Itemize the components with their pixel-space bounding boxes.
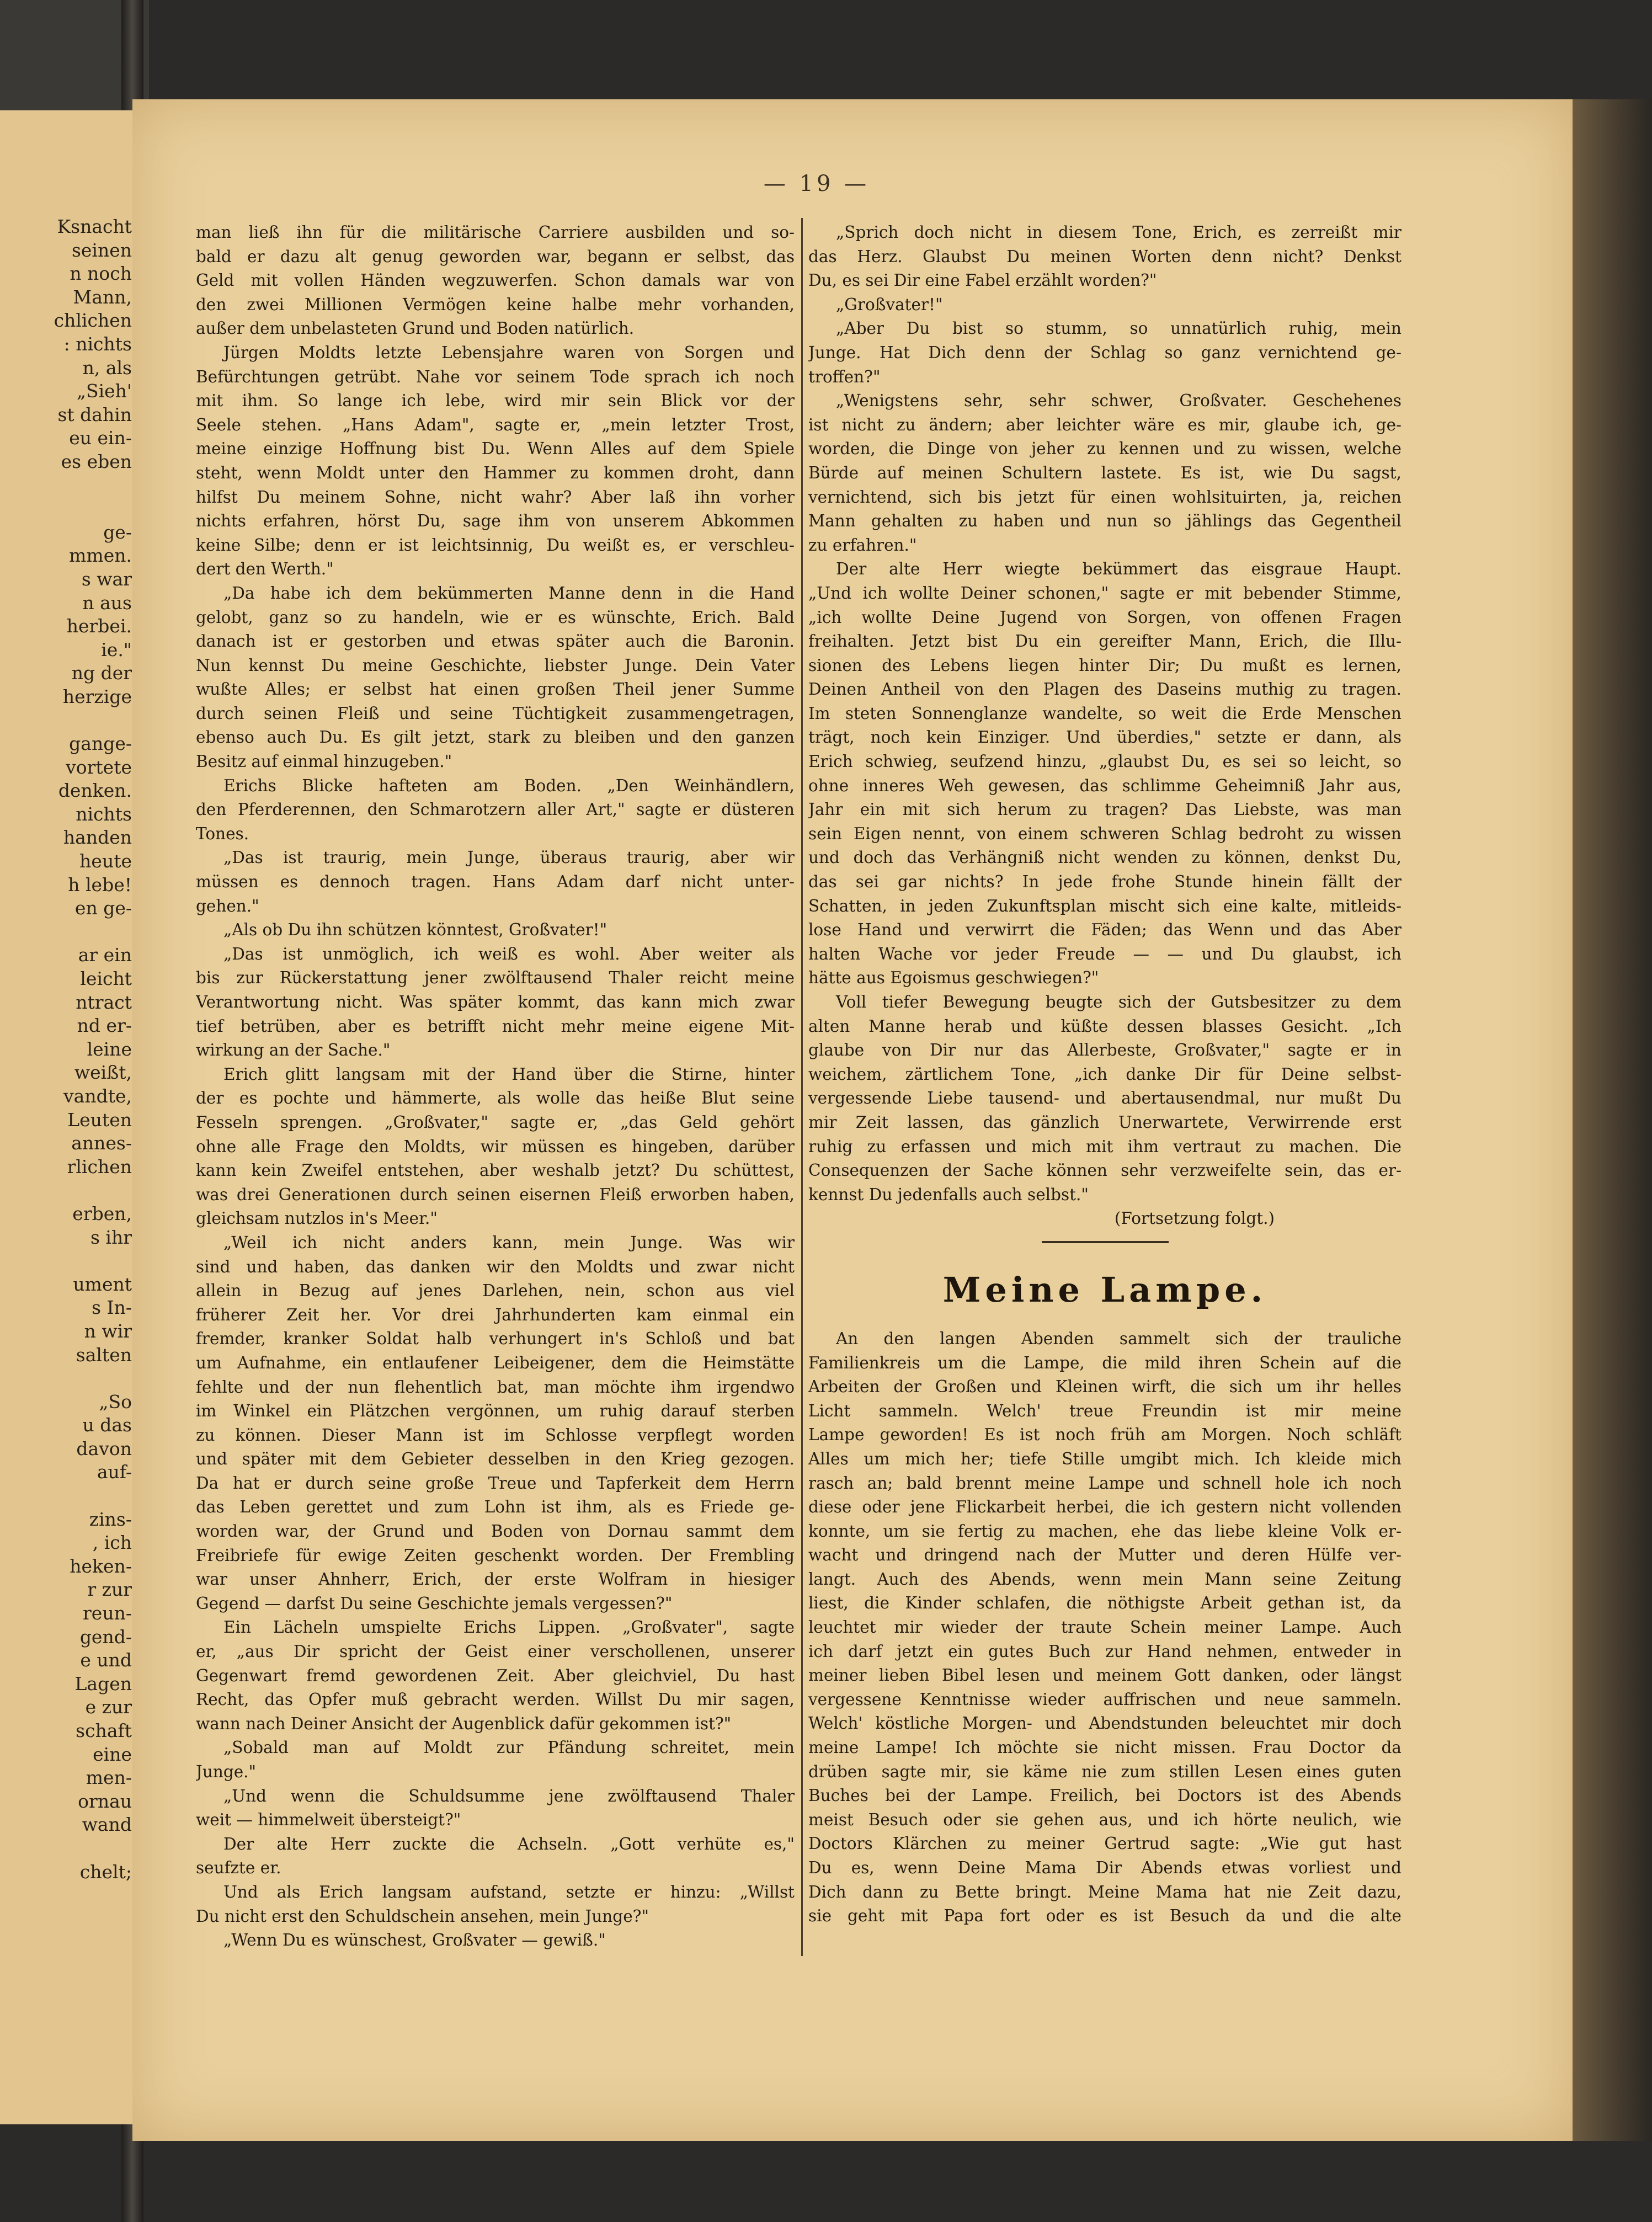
text-line: Jahr ein mit sich herum zu tragen? Das Liebste, was man	[808, 800, 1401, 819]
text-line: Deinen Antheil von den Plagen des Daseins muthig zu tragen.	[808, 680, 1401, 699]
text-line: den zwei Millionen Vermögen keine halbe mehr vorhanden,	[196, 295, 795, 314]
left-margin-fragment: weißt,	[74, 1062, 132, 1084]
left-margin-fragment: auf-	[97, 1461, 132, 1483]
text-line: Alles um mich her; tiefe Stille umgibt mich. Ich kleide mich	[808, 1449, 1401, 1468]
text-line: Und als Erich langsam aufstand, setzte er hinzu: „Willst	[223, 1882, 795, 1901]
text-line: bald er dazu alt genug geworden war, begann er selbst, das	[196, 247, 795, 266]
text-line: Du nicht erst den Schuldschein ansehen, mein Junge?"	[196, 1906, 649, 1926]
left-margin-fragment: Mann,	[73, 286, 132, 308]
left-margin-fragment: herbei.	[66, 615, 132, 637]
text-line: sein Eigen nennt, von einem schweren Schlag bedroht zu wissen	[808, 824, 1401, 843]
text-line: Besitz auf einmal hinzugeben."	[196, 752, 452, 771]
left-margin-fragment: schaft	[76, 1720, 132, 1741]
text-line: Mann gehalten zu haben und nun so jählings das Gegentheil	[808, 511, 1401, 531]
left-margin-fragment	[0, 1484, 132, 1508]
text-line: lose Hand und verwirrt die Fäden; das Wenn und das Aber	[808, 920, 1401, 940]
text-line: Ein Lächeln umspielte Erichs Lippen. „Großvater", sagte	[223, 1618, 795, 1637]
text-line: „Da habe ich dem bekümmerten Manne denn in die Hand	[223, 583, 795, 603]
text-line: Erichs Blicke hafteten am Boden. „Den Weinhändlern,	[223, 776, 795, 795]
left-margin-fragment: : nichts	[63, 333, 132, 355]
text-line: Du, es sei Dir eine Fabel erzählt worden?"	[808, 271, 1157, 290]
left-margin-fragment: mmen.	[69, 545, 132, 567]
left-margin-fragment: e und	[80, 1649, 132, 1671]
text-line: Geld mit vollen Händen wegzuwerfen. Schon damals war von	[196, 271, 795, 290]
article-title: Meine Lampe.	[942, 1269, 1267, 1310]
text-line: Der alte Herr zuckte die Achseln. „Gott verhüte es,"	[223, 1834, 795, 1853]
left-margin-fragment: nd er-	[77, 1015, 132, 1037]
text-line: Familienkreis um die Lampe, die mild ihren Schein auf die	[808, 1353, 1401, 1372]
text-line: liest, die Kinder schlafen, die nöthigste Arbeit gethan ist, da	[808, 1594, 1401, 1613]
text-line: „Wenn Du es wünschest, Großvater — gewiß."	[223, 1931, 606, 1950]
text-line: was drei Generationen durch seinen eisernen Fleiß erworben haben,	[196, 1185, 795, 1204]
text-line: um Aufnahme, ein entlaufener Leibeigener, dem die Heimstätte	[196, 1353, 795, 1372]
left-margin-fragment: ornau	[78, 1790, 132, 1812]
text-line: Verantwortung nicht. Was später kommt, das kann mich zwar	[196, 993, 795, 1011]
text-line: „Und ich wollte Deiner schonen," sagte er mit bebender Stimme,	[808, 583, 1401, 603]
text-line: und doch das Verhängniß nicht wenden zu können, denkst Du,	[808, 848, 1401, 867]
text-line: vernichtend, sich bis jetzt für einen wohlsituirten, ja, reichen	[808, 487, 1401, 507]
left-margin-fragment	[0, 1249, 132, 1273]
text-line: glaube von Dir nur das Allerbeste, Großvater," sagte er in	[808, 1041, 1401, 1060]
left-margin-fragment: „So	[99, 1390, 132, 1413]
text-line: zu können. Dieser Mann ist im Schlosse verpflegt worden	[196, 1425, 795, 1445]
left-margin-fragment: h lebe!	[68, 873, 132, 896]
left-margin-fragment: es eben	[61, 450, 132, 472]
text-line: er, „aus Dir spricht der Geist einer verschollenen, unserer	[196, 1642, 795, 1661]
left-margin-fragment	[0, 1837, 132, 1861]
left-margin-fragment: ie."	[101, 638, 132, 660]
text-line: wirkung an der Sache."	[196, 1041, 391, 1060]
left-margin-fragment	[0, 920, 132, 944]
left-margin-fragment: zins-	[89, 1508, 132, 1530]
text-line: Licht sammeln. Welch' treue Freundin ist mir meine	[808, 1401, 1401, 1420]
text-line: keine Silbe; denn er ist leichtsinnig, Du weißt es, er verschleu-	[196, 535, 795, 555]
text-line: „Das ist traurig, mein Junge, überaus traurig, aber wir	[223, 848, 795, 867]
text-line: An den langen Abenden sammelt sich der trauliche	[836, 1329, 1401, 1348]
text-line: meine einzige Hoffnung bist Du. Wenn Alles auf dem Spiele	[196, 439, 795, 459]
left-margin-fragment: eu ein-	[69, 427, 132, 449]
text-line: mit ihm. So lange ich lebe, wird mir sein Blick vor der	[196, 391, 795, 411]
text-line: gelobt, ganz so zu handeln, wie er es wünschte, Erich. Bald	[196, 608, 795, 627]
text-line: rasch an; bald brennt meine Lampe und schnell hole ich noch	[808, 1473, 1401, 1493]
text-line: „Großvater!"	[836, 295, 943, 314]
text-line: „Das ist unmöglich, ich weiß es wohl. Aber weiter als	[223, 944, 795, 963]
text-line: durch seinen Fleiß und seine Tüchtigkeit zusammengetragen,	[196, 704, 795, 723]
text-line: seufzte er.	[196, 1858, 281, 1878]
text-line: fremder, kranker Soldat halb verhungert in's Schloß und bat	[196, 1329, 795, 1349]
text-line: troffen?"	[808, 367, 881, 386]
left-margin-fragment: ge-	[103, 521, 132, 543]
text-line: kennst Du jedenfalls auch selbst."	[808, 1185, 1089, 1204]
left-margin-fragment: n aus	[82, 592, 132, 614]
text-line: mir Zeit lassen, das gänzlich Unerwartete, Verwirrende erst	[808, 1112, 1401, 1132]
text-line: Lampe geworden! Es ist noch früh am Morgen. Noch schläft	[808, 1425, 1401, 1445]
left-margin-fragment: leine	[87, 1038, 132, 1060]
text-line: Gegenwart fremd gewordenen Zeit. Aber gleichviel, Du hast	[196, 1666, 795, 1685]
text-line: sie geht mit Papa fort oder es ist Besuch da und die alte	[808, 1906, 1401, 1926]
text-line: Junge."	[196, 1762, 257, 1781]
text-line: worden, die Dinge von jeher zu kennen und zu wissen, welche	[808, 439, 1401, 459]
text-line: Buches bei der Lampe. Freilich, bei Doctors ist des Abends	[808, 1786, 1401, 1805]
left-margin-fragment: herzige	[62, 685, 132, 707]
text-line: Da hat er durch seine große Treue und Tapferkeit dem Herrn	[196, 1473, 795, 1493]
left-margin-fragment: handen	[63, 827, 132, 849]
text-line: trägt, noch kein Einziger. Und überdies," setzte er dann, als	[808, 728, 1401, 747]
left-margin-fragment: salten	[76, 1344, 132, 1366]
text-line: ebenso auch Du. Es gilt jetzt, stark zu bleiben und den ganzen	[196, 728, 795, 747]
text-line: danach ist er gestorben und etwas später auch die Baronin.	[196, 632, 795, 651]
left-margin-fragment	[0, 1367, 132, 1390]
text-line: „Weil ich nicht anders kann, mein Junge. Was wir	[223, 1233, 795, 1252]
left-margin-fragment: Ksnacht	[57, 216, 132, 237]
text-line: früherer Zeit her. Vor drei Jahrhunderten kam einmal ein	[196, 1305, 795, 1324]
left-margin-fragment: n noch	[70, 263, 132, 285]
left-margin-fragment: vandte,	[63, 1085, 132, 1107]
text-line: Junge. Hat Dich denn der Schlag so ganz vernichtend ge-	[808, 343, 1401, 362]
text-line: außer dem unbelasteten Grund und Boden natürlich.	[196, 319, 635, 338]
left-margin-fragment: davon	[76, 1437, 132, 1459]
left-margin-fragment	[0, 1179, 132, 1202]
text-line: hilfst Du meinem Sohne, nicht wahr? Aber laß ihn vorher	[196, 487, 795, 507]
text-line: dert den Werth."	[196, 560, 334, 579]
text-line: man ließ ihn für die militärische Carriere ausbilden und so-	[196, 223, 795, 242]
left-margin-fragment: gange-	[69, 733, 132, 755]
text-line: zu erfahren."	[808, 535, 917, 555]
text-line: freihalten. Jetzt bist Du ein gereifter Mann, Erich, die Illu-	[808, 632, 1401, 651]
text-line: nichts erfahren, hörst Du, sage ihm von unserem Abkommen	[196, 511, 795, 531]
left-margin-fragment: leicht	[80, 968, 132, 989]
text-line: ohne alle Frage den Moldts, wir müssen es hingeben, darüber	[196, 1137, 795, 1156]
text-line: weit — himmelweit übersteigt?"	[196, 1810, 461, 1830]
left-margin-fragment: erben,	[72, 1202, 132, 1224]
text-line: weichem, zärtlichem Tone, „ich danke Dir für Deine selbst-	[808, 1064, 1401, 1084]
left-margin-fragment: rlichen	[67, 1155, 132, 1177]
text-line: „Sobald man auf Moldt zur Pfändung schreitet, mein	[223, 1738, 795, 1757]
continued-note: (Fortsetzung folgt.)	[1114, 1209, 1275, 1228]
text-line: ohne inneres Weh gewesen, das schlimme Geheimniß Jahr aus,	[808, 776, 1401, 795]
story-continuation	[808, 221, 1401, 1207]
text-line: alten Manne herab und küßte dessen blasses Gesicht. „Ich	[808, 1016, 1401, 1036]
left-margin-fragment: gend-	[79, 1626, 132, 1648]
text-line: Jürgen Moldts letzte Lebensjahre waren von Sorgen und	[223, 343, 795, 362]
left-margin-fragment	[0, 474, 132, 498]
left-margin-fragment: „Sieh'	[76, 380, 132, 402]
left-margin-fragment: nichts	[76, 803, 132, 825]
text-line: halten Wache vor jeder Freude — — und Du glaubst, ich	[808, 944, 1401, 963]
text-line: meiner lieben Bibel lesen und meinem Gott danken, oder längst	[808, 1666, 1401, 1685]
column-divider	[801, 218, 803, 1956]
text-line: gehen."	[196, 896, 259, 915]
text-line: Schatten, in jeden Zukunftsplan mischt sich eine kalte, mitleids-	[808, 896, 1401, 915]
text-line: der es pochte und hämmerte, als wolle das heiße Blut seine	[196, 1089, 795, 1108]
left-margin-fragment: ntract	[76, 991, 132, 1013]
left-margin-fragment: chelt;	[79, 1861, 132, 1883]
left-margin-fragment: s ihr	[90, 1226, 132, 1248]
left-margin-fragment: heken-	[70, 1555, 132, 1577]
text-line: hätte aus Egoismus geschwiegen?"	[808, 968, 1099, 988]
text-line: wußte Alles; er selbst hat einen großen Theil jener Summe	[196, 680, 795, 699]
text-line: Gegend — darfst Du seine Geschichte jemals vergessen?"	[196, 1594, 673, 1613]
text-line: langt. Auch des Abends, wenn mein Mann seine Zeitung	[808, 1569, 1401, 1589]
left-page-fragment	[0, 110, 135, 2124]
text-line: kann kein Zweifel entstehen, aber weshalb jetzt? Du schüttest,	[196, 1161, 795, 1180]
left-margin-fragment: heute	[79, 850, 132, 872]
left-margin-fragment: s In-	[92, 1297, 132, 1319]
text-line: Erich schwieg, seufzend hinzu, „glaubst Du, es sei so leicht, so	[808, 752, 1401, 771]
text-line: ruhig zu erfassen und mich mit ihm vertraut zu machen. Die	[808, 1137, 1401, 1156]
text-line: „Aber Du bist so stumm, so unnatürlich ruhig, mein	[836, 319, 1401, 338]
text-line: Arbeiten der Großen und Kleinen wirft, die sich um ihr helles	[808, 1377, 1401, 1397]
text-line: im Winkel ein Plätzchen vergönnen, um ruhig darauf sterben	[196, 1402, 795, 1421]
left-margin-fragment: chlichen	[54, 310, 132, 332]
text-line: das sei gar nichts? In jede frohe Stunde hinein fällt der	[808, 872, 1401, 892]
text-line: „ich wollte Deine Jugend von Sorgen, von offenen Fragen	[808, 608, 1401, 627]
left-margin-fragment: en ge-	[74, 897, 132, 919]
left-column	[196, 221, 795, 1953]
left-margin-fragment: wand	[82, 1814, 132, 1836]
text-line: tief betrüben, aber es betrifft nicht mehr meine eigene Mit-	[196, 1016, 795, 1036]
text-line: gleichsam nutzlos in's Meer."	[196, 1209, 438, 1228]
text-line: Dich dann zu Bette bringt. Meine Mama hat nie Zeit dazu,	[808, 1882, 1401, 1901]
text-line: Voll tiefer Bewegung beugte sich der Gutsbesitzer zu dem	[836, 993, 1401, 1011]
left-margin-fragment: s war	[81, 568, 132, 590]
text-line: sind und haben, das danken wir den Moldts und zwar nicht	[196, 1257, 795, 1276]
left-margin-fragment: men-	[86, 1767, 132, 1789]
text-line: Befürchtungen getrübt. Nahe vor seinem Tode sprach ich noch	[196, 367, 795, 386]
left-margin-fragment: ument	[73, 1273, 132, 1295]
text-line: ich darf jetzt ein gutes Buch zur Hand nehmen, entweder in	[808, 1642, 1401, 1661]
left-margin-fragment: u das	[82, 1414, 132, 1436]
left-margin-fragment: n, als	[82, 356, 132, 379]
text-line: konnte, um sie fertig zu machen, ehe das liebe kleine Volk er-	[808, 1521, 1401, 1541]
left-margin-fragment: r zur	[87, 1579, 132, 1601]
text-line: Welch' köstliche Morgen- und Abendstunden beleuchtet mir doch	[808, 1714, 1401, 1733]
text-line: müssen es dennoch tragen. Hans Adam darf nicht unter-	[196, 872, 795, 892]
left-margin-fragment	[0, 708, 132, 732]
text-line: Du es, wenn Deine Mama Dir Abends etwas vorliest und	[808, 1858, 1401, 1877]
left-margin-fragment: vortete	[66, 756, 132, 778]
text-line: steht, wenn Moldt unter den Hammer zu kommen droht, dann	[196, 463, 795, 482]
left-margin-fragment: ng der	[71, 662, 132, 684]
text-line: das Herz. Glaubst Du meinen Worten denn nicht? Denkst	[808, 247, 1401, 266]
text-line: diese oder jene Flickarbeit herbei, die ich gestern nicht vollenden	[808, 1498, 1401, 1517]
left-margin-fragment: annes-	[71, 1132, 132, 1154]
left-margin-fragment: Leuten	[67, 1109, 132, 1131]
page-number: — 19 —	[763, 171, 870, 196]
left-margin-fragment: , ich	[92, 1532, 132, 1554]
text-line: allein in Bezug auf jenes Darlehen, nein, schon aus viel	[196, 1281, 795, 1301]
text-line: ist nicht zu ändern; aber leichter wäre es mir, glaube ich, ge-	[808, 415, 1401, 434]
text-line: war unser Ahnherr, Erich, der erste Wolfram in hiesiger	[196, 1570, 795, 1589]
left-margin-fragment: eine	[93, 1743, 132, 1765]
left-margin-fragment	[0, 497, 132, 521]
text-line: und später mit dem Gebieter desselben in den Krieg gezogen.	[196, 1450, 795, 1469]
right-column	[808, 221, 1401, 1928]
text-line: Im steten Sonnenglanze wandelte, so weit die Erde Menschen	[808, 704, 1401, 723]
text-line: meine Lampe! Ich möchte sie nicht missen. Frau Doctor da	[808, 1738, 1401, 1757]
left-margin-fragment: Lagen	[74, 1672, 132, 1695]
text-line: vergessende Liebe tausend- und abertausendmal, nur mußt Du	[808, 1089, 1401, 1108]
left-margin-fragment: seinen	[71, 239, 132, 261]
left-margin-fragment: ar ein	[78, 944, 132, 966]
text-line: Seele stehen. „Hans Adam", sagte er, „mein letzter Trost,	[196, 415, 795, 434]
section-separator	[1042, 1241, 1169, 1243]
text-line: vergessene Kenntnisse wieder auffrischen und neue sammeln.	[808, 1690, 1401, 1709]
left-margin-fragment: st dahin	[57, 403, 132, 425]
text-line: wann nach Deiner Ansicht der Augenblick dafür gekommen ist?"	[196, 1714, 732, 1733]
text-line: fehlte und der nun flehentlich bat, man möchte ihm irgendwo	[196, 1377, 795, 1397]
text-line: drüben sagte mir, sie käme nie zum stillen Lesen eines guten	[808, 1762, 1401, 1781]
text-line: Der alte Herr wiegte bekümmert das eisgraue Haupt.	[836, 560, 1401, 579]
text-line: „Sprich doch nicht in diesem Tone, Erich, es zerreißt mir	[836, 223, 1401, 242]
text-line: Doctors Klärchen zu meiner Gertrud sagte: „Wie gut hast	[808, 1834, 1401, 1853]
text-line: Nun kennst Du meine Geschichte, liebster Junge. Dein Vater	[196, 656, 795, 675]
text-line: worden war, der Grund und Boden von Dornau sammt dem	[196, 1522, 795, 1541]
page-edge-shadow	[1573, 99, 1652, 2141]
text-line: Bürde auf meinen Schultern lastete. Es ist, wie Du sagst,	[808, 463, 1401, 482]
left-margin-fragment: e zur	[85, 1696, 132, 1718]
text-line: „Wenigstens sehr, sehr schwer, Großvater. Geschehenes	[836, 391, 1401, 411]
left-margin-fragment: reun-	[83, 1602, 132, 1624]
text-line: „Als ob Du ihn schützen könntest, Großvater!"	[223, 920, 607, 940]
text-line: das Leben gerettet und zum Lohn ist ihm, als es Friede ge-	[196, 1498, 795, 1517]
text-line: bis zur Rückerstattung jener zwölftausend Thaler reicht meine	[196, 968, 795, 988]
text-line: Freibriefe für ewige Zeiten geschenkt worden. Der Frembling	[196, 1546, 795, 1565]
text-line: sionen des Lebens liegen hinter Dir; Du mußt es lernen,	[808, 656, 1401, 675]
text-line: den Pferderennen, den Schmarotzern aller Art," sagte er düsteren	[196, 800, 795, 819]
text-line: Fesseln sprengen. „Großvater," sagte er, „das Geld gehört	[196, 1112, 795, 1132]
text-line: leuchtet mir wieder der traute Schein meiner Lampe. Auch	[808, 1618, 1401, 1637]
text-line: meist Besuch oder sie gehen aus, und ich hörte neulich, wie	[808, 1810, 1401, 1829]
text-line: Tones.	[196, 824, 249, 843]
left-margin-text	[0, 215, 132, 1884]
text-line: wacht und dringend nach der Mutter und deren Hülfe ver-	[808, 1546, 1401, 1565]
text-line: Erich glitt langsam mit der Hand über die Stirne, hinter	[223, 1064, 795, 1084]
left-margin-fragment: n wir	[84, 1320, 132, 1342]
article-body	[808, 1327, 1401, 1928]
text-line: Recht, das Opfer muß gebracht werden. Willst Du mir sagen,	[196, 1690, 795, 1709]
text-line: Consequenzen der Sache können sehr verzweifelte sein, das er-	[808, 1161, 1401, 1180]
left-margin-fragment: denken.	[58, 780, 132, 802]
text-line: „Und wenn die Schuldsumme jene zwölftausend Thaler	[223, 1786, 795, 1805]
